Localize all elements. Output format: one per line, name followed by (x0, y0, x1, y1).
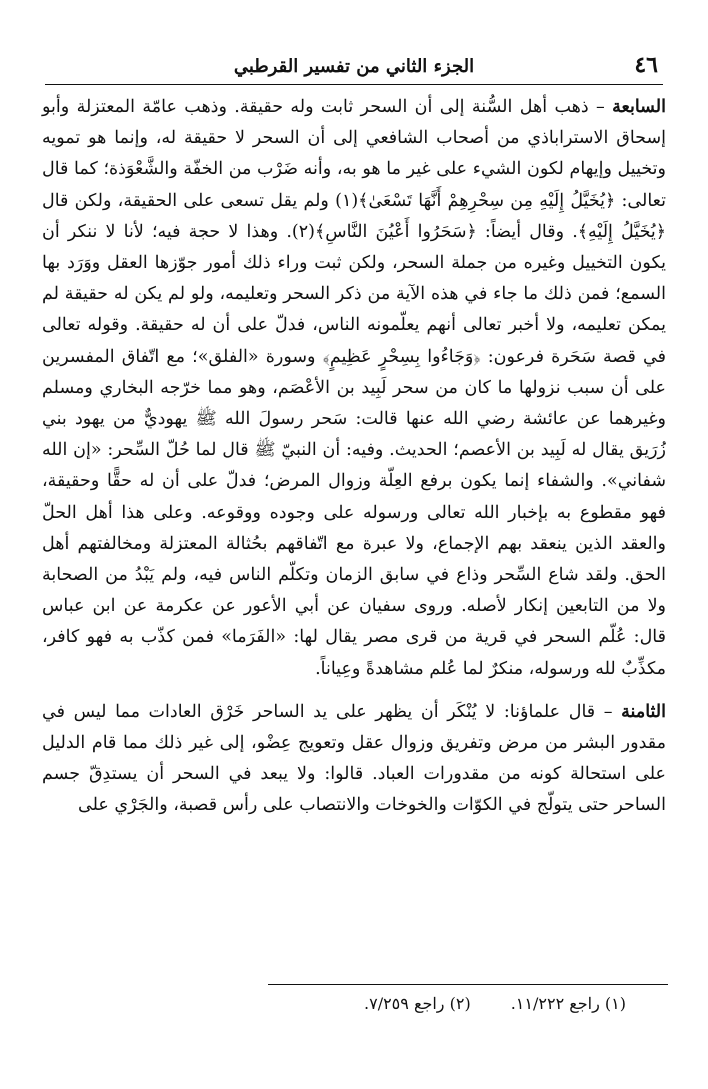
footnote-1: (١) راجع ١١/٢٢٢. (510, 994, 626, 1013)
page-number: ٤٦ (634, 52, 658, 78)
footnote-2: (٢) راجع ٧/٢٥٩. (364, 994, 471, 1013)
page-header (40, 50, 668, 84)
main-text (42, 92, 666, 822)
footnotes (364, 994, 626, 1013)
running-title: الجزء الثاني من تفسير القرطبي (233, 56, 475, 77)
paragraph-body: – قال علماؤنا: لا يُنْكَر أن يظهر على يد الساحر خَرْق العادات مما ليس في مقدور البشر من مرض وتفريق وزوال عقل وتعويج عِضْو، إلى غير ذلك مما قام الدليل على استحالة كونه من مقدورات العباد. قالوا: ولا يبعد في السحر أن يستدِقّ جسم الساحر حتى يتولّج في الكوّات والخوخات والانتصاب على رأس قصبة، والجَرْي على (42, 701, 666, 816)
paragraph-body: – ذهب أهل السُّنة إلى أن السحر ثابت وله حقيقة. وذهب عامّة المعتزلة وأبو إسحاق الاستراباذي من أصحاب الشافعي إلى أن السحر لا حقيقة له، وإنما هو تمويه وتخييل وإيهام لكون الشيء على غير ما هو به، وأنه ضَرْب من الخفّة والشَّعْوَذة؛ كما قال تعالى: ﴿يُخَيَّلُ إِلَيْهِ مِن سِحْرِهِمْ أَنَّهَا تَسْعَىٰ﴾(١) ولم يقل تسعى على الحقيقة، ولكن قال ﴿يُخَيَّلُ إِلَيْهِ﴾. وقال أيضاً: ﴿سَحَرُوا أَعْيُنَ النَّاسِ﴾(٢). وهذا لا حجة فيه؛ لأنا لا ننكر أن يكون التخييل وغيره من جملة السحر، ولكن ثبت وراء ذلك أمور جوّزها العقل ووَرَد بها السمع؛ فمن ذلك ما جاء في هذه الآية من ذكر السحر وتعليمه، ولو لم يكن له حقيقة لم يمكن تعليمه، ولا أخبر تعالى أنهم يعلّمونه الناس، فدلّ على أن له حقيقة. وقوله تعالى في قصة سَحَرة فرعون: ﴿وَجَاءُوا بِسِحْرٍ عَظِيمٍ﴾ وسورة «الفلق»؛ مع اتّفاق المفسرين على أن سبب نزولها ما كان من سحر لَبِيد بن الأعْصَم، وهو مما خرّجه البخاري ومسلم وغيرهما عن عائشة رضي الله عنها قالت: سَحر رسولَ الله ﷺ يهوديٌّ من يهود بني زُرَيق يقال له لَبِيد بن الأعصم؛ الحديث. وفيه: أن النبيّ ﷺ قال لما حُلّ السِّحر: «إن الله شفاني». والشفاء إنما يكون برفع العِلّة وزوال المرض؛ فدلّ على أن له حقًّا وحقيقة، فهو مقطوع به بإخبار الله تعالى ورسوله على وجوده ووقوعه. وعلى هذا أهل الحلّ والعقد الذين ينعقد بهم الإجماع، ولا عبرة مع اتّفاقهم بحُثالة المعتزلة ومخالفتهم أهل الحق. ولقد شاع السِّحر وذاع في سابق الزمان وتكلّم الناس فيه، ولم يَبْدُ من الصحابة ولا من التابعين إنكار لأصله. وروى سفيان عن أبي الأعور عن عكرمة عن ابن عباس قال: عُلّم السحر في قرية من قرى مصر يقال لها: «الفَرَما» فمن كذّب به فهو كافر، مكذِّبٌ لله ورسوله، منكرٌ لما عُلم مشاهدةً وعِياناً. (42, 97, 666, 679)
paragraph-seventh (42, 92, 666, 685)
paragraph-lead: السابعة (612, 97, 666, 117)
header-divider (45, 84, 663, 85)
paragraph-eighth (42, 697, 666, 822)
footnote-divider (268, 984, 668, 985)
paragraph-lead: الثامنة (621, 701, 666, 722)
